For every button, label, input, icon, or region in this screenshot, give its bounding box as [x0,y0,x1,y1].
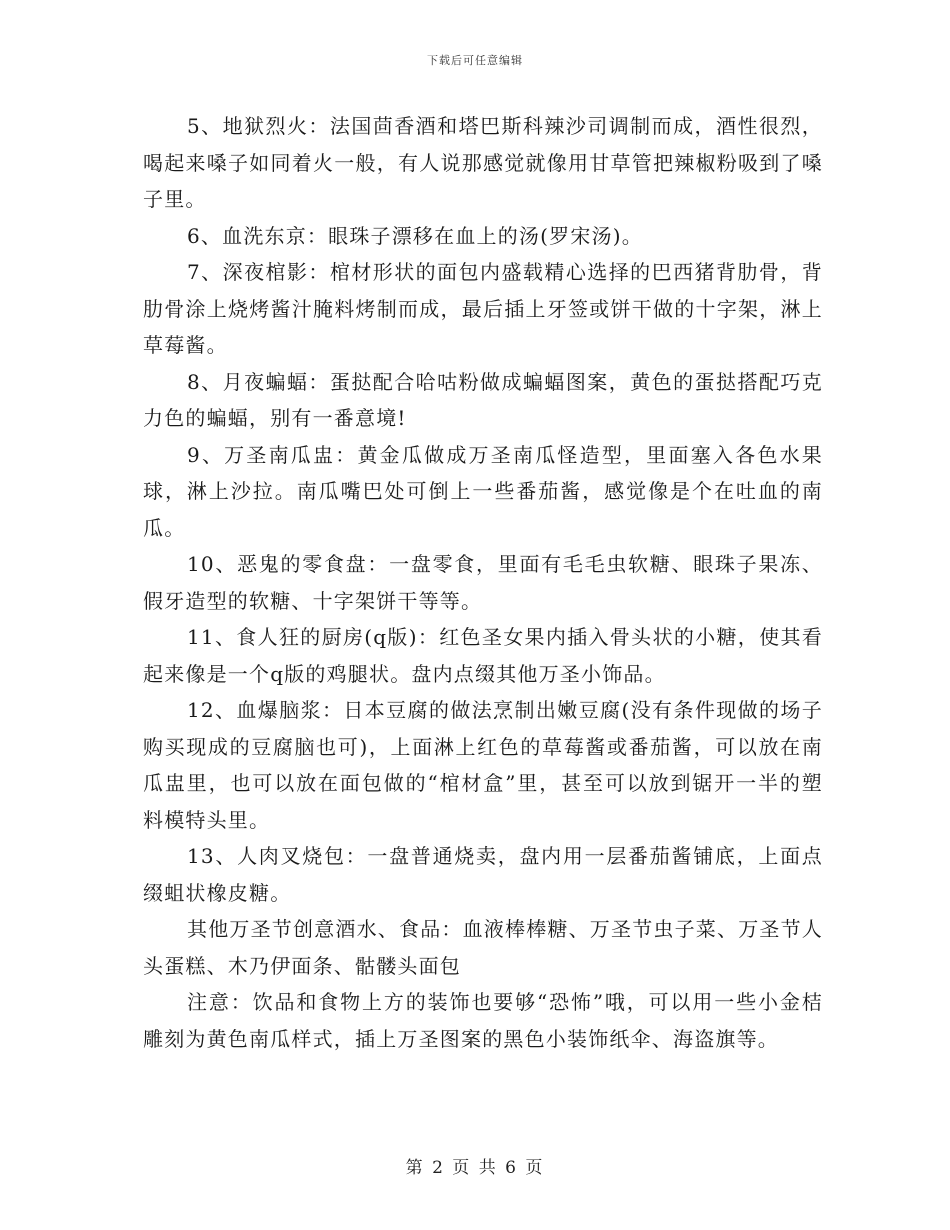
paragraph-other-items: 其他万圣节创意酒水、食品：血液棒棒糖、万圣节虫子菜、万圣节人头蛋糕、木乃伊面条、骷髅头面包 [143,917,823,978]
paragraph-item-10: 10、恶鬼的零食盘：一盘零食，里面有毛毛虫软糖、眼珠子果冻、假牙造型的软糖、十字架饼干等等。 [143,552,823,613]
paragraph-item-11: 11、食人狂的厨房(q版)：红色圣女果内插入骨头状的小糖，使其看起来像是一个q版的鸡腿状。盘内点缀其他万圣小饰品。 [143,625,823,686]
paragraph-item-8: 8、月夜蝙蝠：蛋挞配合哈咕粉做成蝙蝠图案，黄色的蛋挞搭配巧克力色的蝙蝠，别有一番意境! [143,369,823,430]
paragraph-item-6: 6、血洗东京：眼珠子漂移在血上的汤(罗宋汤)。 [187,223,643,248]
paragraph-item-13: 13、人肉叉烧包：一盘普通烧卖，盘内用一层番茄酱铺底，上面点缀蛆状橡皮糖。 [143,844,823,905]
paragraph-item-7: 7、深夜棺影：棺材形状的面包内盛载精心选择的巴西猪背肋骨，背肋骨涂上烧烤酱汁腌料烤制而成，最后插上牙签或饼干做的十字架，淋上草莓酱。 [143,260,823,357]
page-header-note: 下载后可任意编辑 [427,54,523,67]
page-number-footer: 第 2 页 共 6 页 [405,1158,545,1178]
paragraph-note: 注意：饮品和食物上方的装饰也要够“恐怖”哦，可以用一些小金桔雕刻为黄色南瓜样式，插上万圣图案的黑色小装饰纸伞、海盗旗等。 [143,990,823,1051]
paragraph-item-9: 9、万圣南瓜盅：黄金瓜做成万圣南瓜怪造型，里面塞入各色水果球，淋上沙拉。南瓜嘴巴处可倒上一些番茄酱，感觉像是个在吐血的南瓜。 [143,442,823,540]
paragraph-item-5: 5、地狱烈火：法国茴香酒和塔巴斯科辣沙司调制而成，酒性很烈，喝起来嗓子如同着火一般，有人说那感觉就像用甘草管把辣椒粉吸到了嗓子里。 [143,114,823,211]
document-body [143,108,823,1057]
paragraph-item-12: 12、血爆脑浆：日本豆腐的做法烹制出嫩豆腐(没有条件现做的场子购买现成的豆腐脑也可)，上面淋上红色的草莓酱或番茄酱，可以放在南瓜盅里，也可以放在面包做的“棺材盒”里，甚至可以放到锯开一半的塑料模特头里。 [143,698,823,832]
